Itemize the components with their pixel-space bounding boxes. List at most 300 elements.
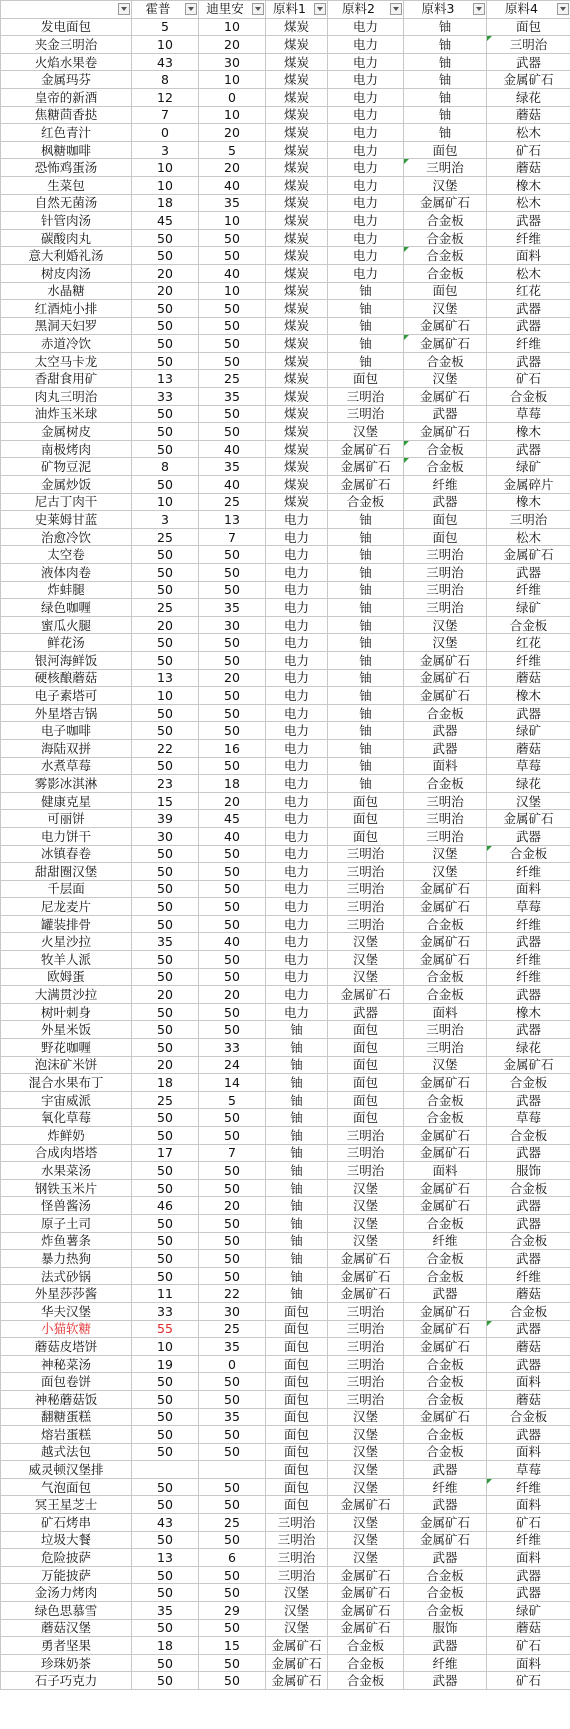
- cell-ingredient-4[interactable]: 蘑菇: [487, 1390, 570, 1408]
- cell-ingredient-4[interactable]: 面料: [487, 880, 570, 898]
- cell-ingredient-1[interactable]: 金属矿石: [266, 1672, 328, 1690]
- cell-ingredient-3[interactable]: 金属矿石: [404, 1514, 487, 1532]
- cell-dilian[interactable]: 50: [199, 1267, 266, 1285]
- cell-ingredient-3[interactable]: 汉堡: [404, 634, 487, 652]
- cell-dilian[interactable]: 50: [199, 1003, 266, 1021]
- cell-ingredient-4[interactable]: 合金板: [487, 1074, 570, 1092]
- cell-name[interactable]: 面包卷饼: [1, 1373, 132, 1391]
- cell-ingredient-1[interactable]: 电力: [266, 634, 328, 652]
- cell-ingredient-2[interactable]: 铀: [328, 581, 404, 599]
- cell-dilian[interactable]: 40: [199, 933, 266, 951]
- cell-ingredient-4[interactable]: 武器: [487, 440, 570, 458]
- cell-ingredient-1[interactable]: 电力: [266, 933, 328, 951]
- cell-name[interactable]: 电力饼干: [1, 827, 132, 845]
- cell-hope[interactable]: 50: [132, 845, 199, 863]
- cell-ingredient-1[interactable]: 铀: [266, 1039, 328, 1057]
- cell-ingredient-1[interactable]: 煤炭: [266, 88, 328, 106]
- cell-ingredient-1[interactable]: 煤炭: [266, 141, 328, 159]
- cell-ingredient-3[interactable]: 金属矿石: [404, 1179, 487, 1197]
- cell-ingredient-3[interactable]: 金属矿石: [404, 1531, 487, 1549]
- cell-ingredient-1[interactable]: 面包: [266, 1302, 328, 1320]
- cell-name[interactable]: 绿色思慕雪: [1, 1602, 132, 1620]
- filter-dropdown-icon[interactable]: [314, 3, 326, 15]
- cell-ingredient-3[interactable]: 金属矿石: [404, 335, 487, 353]
- cell-dilian[interactable]: 50: [199, 247, 266, 265]
- cell-dilian[interactable]: 10: [199, 282, 266, 300]
- cell-ingredient-2[interactable]: 电力: [328, 159, 404, 177]
- cell-name[interactable]: 太空马卡龙: [1, 352, 132, 370]
- cell-ingredient-3[interactable]: 面包: [404, 282, 487, 300]
- cell-name[interactable]: 甜甜圈汉堡: [1, 863, 132, 881]
- cell-name[interactable]: 雾影冰淇淋: [1, 775, 132, 793]
- cell-name[interactable]: 红色青汁: [1, 124, 132, 142]
- cell-dilian[interactable]: 50: [199, 651, 266, 669]
- cell-dilian[interactable]: 50: [199, 898, 266, 916]
- cell-ingredient-2[interactable]: 电力: [328, 106, 404, 124]
- cell-dilian[interactable]: 7: [199, 528, 266, 546]
- cell-hope[interactable]: 10: [132, 159, 199, 177]
- cell-ingredient-1[interactable]: 电力: [266, 1003, 328, 1021]
- cell-ingredient-4[interactable]: 三明治: [487, 511, 570, 529]
- cell-name[interactable]: 电子素塔可: [1, 687, 132, 705]
- cell-ingredient-2[interactable]: 汉堡: [328, 1408, 404, 1426]
- cell-ingredient-1[interactable]: 煤炭: [266, 36, 328, 54]
- cell-ingredient-2[interactable]: 铀: [328, 722, 404, 740]
- cell-name[interactable]: 气泡面包: [1, 1478, 132, 1496]
- cell-ingredient-3[interactable]: 金属矿石: [404, 687, 487, 705]
- cell-ingredient-4[interactable]: 蘑菇: [487, 1338, 570, 1356]
- cell-dilian[interactable]: 22: [199, 1285, 266, 1303]
- cell-ingredient-4[interactable]: 绿矿: [487, 458, 570, 476]
- cell-ingredient-1[interactable]: 面包: [266, 1320, 328, 1338]
- cell-ingredient-3[interactable]: 汉堡: [404, 1056, 487, 1074]
- cell-ingredient-2[interactable]: 汉堡: [328, 1443, 404, 1461]
- cell-ingredient-3[interactable]: 铀: [404, 53, 487, 71]
- cell-ingredient-2[interactable]: 铀: [328, 739, 404, 757]
- cell-name[interactable]: 外星莎莎酱: [1, 1285, 132, 1303]
- cell-ingredient-3[interactable]: 合金板: [404, 1355, 487, 1373]
- cell-ingredient-4[interactable]: 矿石: [487, 1514, 570, 1532]
- cell-ingredient-2[interactable]: 电力: [328, 141, 404, 159]
- cell-ingredient-2[interactable]: 面包: [328, 1091, 404, 1109]
- cell-dilian[interactable]: 50: [199, 1566, 266, 1584]
- cell-name[interactable]: 外星米饭: [1, 1021, 132, 1039]
- cell-ingredient-2[interactable]: 三明治: [328, 1144, 404, 1162]
- cell-ingredient-3[interactable]: 面料: [404, 757, 487, 775]
- cell-name[interactable]: 垃圾大餐: [1, 1531, 132, 1549]
- cell-name[interactable]: 野花咖喱: [1, 1039, 132, 1057]
- cell-ingredient-3[interactable]: 铀: [404, 18, 487, 36]
- filter-dropdown-icon[interactable]: [390, 3, 402, 15]
- cell-ingredient-1[interactable]: 煤炭: [266, 335, 328, 353]
- cell-hope[interactable]: 50: [132, 1179, 199, 1197]
- cell-ingredient-3[interactable]: 三明治: [404, 546, 487, 564]
- cell-hope[interactable]: 50: [132, 1267, 199, 1285]
- cell-ingredient-3[interactable]: 武器: [404, 493, 487, 511]
- cell-ingredient-1[interactable]: 电力: [266, 986, 328, 1004]
- cell-ingredient-1[interactable]: 煤炭: [266, 18, 328, 36]
- cell-hope[interactable]: 35: [132, 933, 199, 951]
- cell-ingredient-3[interactable]: 纤维: [404, 1232, 487, 1250]
- cell-name[interactable]: 绿色咖喱: [1, 599, 132, 617]
- cell-hope[interactable]: 50: [132, 317, 199, 335]
- cell-ingredient-4[interactable]: 面料: [487, 1654, 570, 1672]
- cell-ingredient-3[interactable]: 金属矿石: [404, 1197, 487, 1215]
- cell-ingredient-3[interactable]: 铀: [404, 106, 487, 124]
- cell-ingredient-2[interactable]: 铀: [328, 282, 404, 300]
- cell-name[interactable]: 原子土司: [1, 1214, 132, 1232]
- cell-ingredient-4[interactable]: 红花: [487, 282, 570, 300]
- cell-hope[interactable]: 7: [132, 106, 199, 124]
- comment-marker-icon[interactable]: [487, 846, 492, 851]
- comment-marker-icon[interactable]: [487, 36, 492, 41]
- cell-ingredient-4[interactable]: 武器: [487, 1091, 570, 1109]
- cell-ingredient-1[interactable]: 电力: [266, 564, 328, 582]
- cell-ingredient-3[interactable]: 金属矿石: [404, 1320, 487, 1338]
- cell-hope[interactable]: 50: [132, 1039, 199, 1057]
- cell-ingredient-2[interactable]: 三明治: [328, 863, 404, 881]
- cell-ingredient-2[interactable]: 电力: [328, 36, 404, 54]
- cell-name[interactable]: 液体肉卷: [1, 564, 132, 582]
- cell-ingredient-4[interactable]: 蘑菇: [487, 106, 570, 124]
- cell-ingredient-2[interactable]: 汉堡: [328, 933, 404, 951]
- cell-hope[interactable]: 50: [132, 1003, 199, 1021]
- cell-ingredient-3[interactable]: 武器: [404, 1549, 487, 1567]
- cell-ingredient-4[interactable]: 矿石: [487, 1672, 570, 1690]
- cell-hope[interactable]: 10: [132, 1338, 199, 1356]
- cell-dilian[interactable]: 30: [199, 1302, 266, 1320]
- cell-ingredient-2[interactable]: 金属矿石: [328, 986, 404, 1004]
- cell-ingredient-2[interactable]: 汉堡: [328, 1197, 404, 1215]
- cell-hope[interactable]: 22: [132, 739, 199, 757]
- cell-dilian[interactable]: 50: [199, 1373, 266, 1391]
- cell-hope[interactable]: 50: [132, 1373, 199, 1391]
- cell-name[interactable]: 金属炒饭: [1, 476, 132, 494]
- cell-ingredient-4[interactable]: 橡木: [487, 1003, 570, 1021]
- cell-dilian[interactable]: 50: [199, 581, 266, 599]
- cell-name[interactable]: 尼龙麦片: [1, 898, 132, 916]
- cell-dilian[interactable]: 50: [199, 317, 266, 335]
- cell-ingredient-4[interactable]: 纤维: [487, 1267, 570, 1285]
- cell-ingredient-1[interactable]: 煤炭: [266, 317, 328, 335]
- cell-dilian[interactable]: 50: [199, 335, 266, 353]
- cell-ingredient-1[interactable]: 电力: [266, 880, 328, 898]
- cell-name[interactable]: 千层面: [1, 880, 132, 898]
- cell-ingredient-2[interactable]: 汉堡: [328, 1461, 404, 1479]
- cell-ingredient-1[interactable]: 电力: [266, 599, 328, 617]
- cell-ingredient-1[interactable]: 铀: [266, 1267, 328, 1285]
- cell-ingredient-2[interactable]: 金属矿石: [328, 458, 404, 476]
- cell-hope[interactable]: 20: [132, 986, 199, 1004]
- cell-ingredient-3[interactable]: 金属矿石: [404, 423, 487, 441]
- cell-ingredient-2[interactable]: 三明治: [328, 1373, 404, 1391]
- cell-ingredient-3[interactable]: 武器: [404, 722, 487, 740]
- comment-marker-icon[interactable]: [487, 1321, 492, 1326]
- cell-ingredient-1[interactable]: 电力: [266, 915, 328, 933]
- cell-ingredient-3[interactable]: 合金板: [404, 247, 487, 265]
- cell-ingredient-3[interactable]: 合金板: [404, 212, 487, 230]
- cell-name[interactable]: 史莱姆甘蓝: [1, 511, 132, 529]
- cell-ingredient-1[interactable]: 汉堡: [266, 1619, 328, 1637]
- cell-ingredient-4[interactable]: 武器: [487, 1250, 570, 1268]
- cell-dilian[interactable]: 20: [199, 159, 266, 177]
- cell-dilian[interactable]: 35: [199, 1408, 266, 1426]
- cell-ingredient-1[interactable]: 电力: [266, 687, 328, 705]
- comment-marker-icon[interactable]: [404, 458, 409, 463]
- cell-name[interactable]: 枫糖咖啡: [1, 141, 132, 159]
- cell-ingredient-3[interactable]: 合金板: [404, 1214, 487, 1232]
- cell-ingredient-3[interactable]: 合金板: [404, 458, 487, 476]
- cell-ingredient-2[interactable]: 金属矿石: [328, 1250, 404, 1268]
- cell-hope[interactable]: 10: [132, 493, 199, 511]
- cell-ingredient-2[interactable]: 金属矿石: [328, 1584, 404, 1602]
- cell-hope[interactable]: 30: [132, 827, 199, 845]
- cell-ingredient-2[interactable]: 铀: [328, 352, 404, 370]
- cell-ingredient-3[interactable]: 合金板: [404, 264, 487, 282]
- cell-dilian[interactable]: 50: [199, 704, 266, 722]
- cell-hope[interactable]: 17: [132, 1144, 199, 1162]
- cell-name[interactable]: 外星塔吉锅: [1, 704, 132, 722]
- cell-dilian[interactable]: 50: [199, 1390, 266, 1408]
- cell-dilian[interactable]: 50: [199, 1531, 266, 1549]
- cell-dilian[interactable]: 50: [199, 915, 266, 933]
- cell-dilian[interactable]: 20: [199, 124, 266, 142]
- cell-ingredient-1[interactable]: 煤炭: [266, 176, 328, 194]
- cell-dilian[interactable]: 16: [199, 739, 266, 757]
- cell-hope[interactable]: 43: [132, 1514, 199, 1532]
- cell-ingredient-4[interactable]: 武器: [487, 317, 570, 335]
- cell-ingredient-2[interactable]: 铀: [328, 757, 404, 775]
- cell-ingredient-1[interactable]: 铀: [266, 1162, 328, 1180]
- cell-hope[interactable]: 55: [132, 1320, 199, 1338]
- cell-ingredient-1[interactable]: 面包: [266, 1443, 328, 1461]
- cell-ingredient-2[interactable]: 金属矿石: [328, 440, 404, 458]
- cell-ingredient-1[interactable]: 铀: [266, 1091, 328, 1109]
- cell-dilian[interactable]: 35: [199, 599, 266, 617]
- cell-dilian[interactable]: 5: [199, 1091, 266, 1109]
- cell-ingredient-1[interactable]: 煤炭: [266, 71, 328, 89]
- cell-ingredient-3[interactable]: 金属矿石: [404, 1338, 487, 1356]
- cell-ingredient-1[interactable]: 电力: [266, 528, 328, 546]
- cell-name[interactable]: 熔岩蛋糕: [1, 1426, 132, 1444]
- cell-ingredient-1[interactable]: 煤炭: [266, 300, 328, 318]
- cell-ingredient-3[interactable]: 合金板: [404, 1109, 487, 1127]
- cell-ingredient-2[interactable]: 铀: [328, 511, 404, 529]
- cell-ingredient-4[interactable]: 纤维: [487, 951, 570, 969]
- cell-ingredient-2[interactable]: 武器: [328, 1003, 404, 1021]
- cell-name[interactable]: 硬核酿蘑菇: [1, 669, 132, 687]
- cell-ingredient-2[interactable]: 合金板: [328, 1637, 404, 1655]
- cell-hope[interactable]: 33: [132, 1302, 199, 1320]
- cell-hope[interactable]: 20: [132, 616, 199, 634]
- cell-name[interactable]: 欧姆蛋: [1, 968, 132, 986]
- cell-ingredient-2[interactable]: 电力: [328, 247, 404, 265]
- cell-hope[interactable]: 46: [132, 1197, 199, 1215]
- cell-name[interactable]: 翻糖蛋糕: [1, 1408, 132, 1426]
- cell-ingredient-3[interactable]: 金属矿石: [404, 933, 487, 951]
- cell-ingredient-3[interactable]: 三明治: [404, 564, 487, 582]
- cell-ingredient-4[interactable]: 武器: [487, 1214, 570, 1232]
- cell-ingredient-2[interactable]: 面包: [328, 810, 404, 828]
- cell-hope[interactable]: 50: [132, 405, 199, 423]
- cell-ingredient-2[interactable]: 金属矿石: [328, 476, 404, 494]
- cell-hope[interactable]: 15: [132, 792, 199, 810]
- cell-ingredient-2[interactable]: 汉堡: [328, 1478, 404, 1496]
- cell-ingredient-3[interactable]: 合金板: [404, 1091, 487, 1109]
- filter-dropdown-icon[interactable]: [473, 3, 485, 15]
- cell-hope[interactable]: 50: [132, 581, 199, 599]
- cell-dilian[interactable]: 45: [199, 810, 266, 828]
- cell-hope[interactable]: 50: [132, 352, 199, 370]
- cell-dilian[interactable]: 50: [199, 352, 266, 370]
- filter-dropdown-icon[interactable]: [118, 3, 130, 15]
- cell-ingredient-3[interactable]: 三明治: [404, 159, 487, 177]
- cell-ingredient-1[interactable]: 煤炭: [266, 229, 328, 247]
- cell-dilian[interactable]: 50: [199, 1619, 266, 1637]
- cell-name[interactable]: 神秘菜汤: [1, 1355, 132, 1373]
- cell-dilian[interactable]: 40: [199, 176, 266, 194]
- cell-ingredient-4[interactable]: 橡木: [487, 423, 570, 441]
- cell-hope[interactable]: 10: [132, 176, 199, 194]
- cell-ingredient-4[interactable]: 蘑菇: [487, 669, 570, 687]
- cell-name[interactable]: 皇帝的新酒: [1, 88, 132, 106]
- cell-hope[interactable]: 50: [132, 722, 199, 740]
- cell-ingredient-2[interactable]: 三明治: [328, 405, 404, 423]
- cell-ingredient-4[interactable]: 纤维: [487, 915, 570, 933]
- cell-ingredient-1[interactable]: 煤炭: [266, 405, 328, 423]
- cell-dilian[interactable]: 10: [199, 71, 266, 89]
- cell-ingredient-1[interactable]: 铀: [266, 1074, 328, 1092]
- cell-ingredient-4[interactable]: 合金板: [487, 1302, 570, 1320]
- cell-name[interactable]: 矿物豆泥: [1, 458, 132, 476]
- cell-dilian[interactable]: 20: [199, 36, 266, 54]
- cell-ingredient-4[interactable]: 武器: [487, 212, 570, 230]
- cell-ingredient-3[interactable]: 铀: [404, 36, 487, 54]
- cell-ingredient-3[interactable]: 汉堡: [404, 370, 487, 388]
- cell-ingredient-2[interactable]: 合金板: [328, 493, 404, 511]
- cell-ingredient-1[interactable]: 煤炭: [266, 282, 328, 300]
- cell-ingredient-4[interactable]: 橡木: [487, 687, 570, 705]
- cell-ingredient-3[interactable]: 合金板: [404, 229, 487, 247]
- cell-name[interactable]: 针管肉汤: [1, 212, 132, 230]
- cell-ingredient-3[interactable]: 金属矿石: [404, 898, 487, 916]
- cell-hope[interactable]: 8: [132, 71, 199, 89]
- cell-ingredient-4[interactable]: 纤维: [487, 968, 570, 986]
- cell-ingredient-3[interactable]: 武器: [404, 1285, 487, 1303]
- cell-ingredient-1[interactable]: 铀: [266, 1021, 328, 1039]
- cell-ingredient-3[interactable]: 三明治: [404, 1039, 487, 1057]
- cell-name[interactable]: 氧化草莓: [1, 1109, 132, 1127]
- cell-ingredient-3[interactable]: 武器: [404, 1461, 487, 1479]
- cell-ingredient-4[interactable]: 松木: [487, 124, 570, 142]
- cell-ingredient-1[interactable]: 电力: [266, 757, 328, 775]
- cell-ingredient-2[interactable]: 铀: [328, 300, 404, 318]
- cell-ingredient-1[interactable]: 煤炭: [266, 159, 328, 177]
- cell-ingredient-1[interactable]: 电力: [266, 792, 328, 810]
- cell-dilian[interactable]: 18: [199, 775, 266, 793]
- cell-dilian[interactable]: 40: [199, 264, 266, 282]
- cell-ingredient-2[interactable]: 电力: [328, 176, 404, 194]
- cell-name[interactable]: 肉丸三明治: [1, 388, 132, 406]
- cell-ingredient-1[interactable]: 煤炭: [266, 194, 328, 212]
- filter-dropdown-icon[interactable]: [252, 3, 264, 15]
- cell-ingredient-2[interactable]: 铀: [328, 564, 404, 582]
- cell-name[interactable]: 越式法包: [1, 1443, 132, 1461]
- cell-ingredient-4[interactable]: 矿石: [487, 1637, 570, 1655]
- cell-hope[interactable]: 50: [132, 476, 199, 494]
- cell-ingredient-3[interactable]: 合金板: [404, 968, 487, 986]
- cell-ingredient-2[interactable]: 铀: [328, 687, 404, 705]
- cell-ingredient-3[interactable]: 合金板: [404, 352, 487, 370]
- comment-marker-icon[interactable]: [404, 159, 409, 164]
- cell-ingredient-1[interactable]: 铀: [266, 1144, 328, 1162]
- cell-ingredient-4[interactable]: 草莓: [487, 757, 570, 775]
- cell-ingredient-4[interactable]: 蘑菇: [487, 1619, 570, 1637]
- cell-ingredient-4[interactable]: 松木: [487, 528, 570, 546]
- cell-ingredient-4[interactable]: 松木: [487, 264, 570, 282]
- cell-ingredient-4[interactable]: 武器: [487, 933, 570, 951]
- cell-ingredient-2[interactable]: 三明治: [328, 1338, 404, 1356]
- cell-ingredient-4[interactable]: 面料: [487, 247, 570, 265]
- cell-ingredient-4[interactable]: 三明治: [487, 36, 570, 54]
- cell-ingredient-4[interactable]: 纤维: [487, 229, 570, 247]
- cell-name[interactable]: 赤道冷饮: [1, 335, 132, 353]
- cell-name[interactable]: 水果菜汤: [1, 1162, 132, 1180]
- cell-ingredient-4[interactable]: 汉堡: [487, 792, 570, 810]
- cell-ingredient-4[interactable]: 草莓: [487, 1461, 570, 1479]
- cell-ingredient-3[interactable]: 汉堡: [404, 616, 487, 634]
- cell-dilian[interactable]: 50: [199, 845, 266, 863]
- cell-ingredient-2[interactable]: 汉堡: [328, 951, 404, 969]
- cell-hope[interactable]: 50: [132, 1214, 199, 1232]
- cell-ingredient-2[interactable]: 金属矿石: [328, 1267, 404, 1285]
- cell-ingredient-4[interactable]: 合金板: [487, 1127, 570, 1145]
- cell-dilian[interactable]: 25: [199, 1320, 266, 1338]
- cell-hope[interactable]: 18: [132, 1637, 199, 1655]
- cell-dilian[interactable]: 50: [199, 1232, 266, 1250]
- cell-ingredient-4[interactable]: 蘑菇: [487, 159, 570, 177]
- cell-name[interactable]: 可丽饼: [1, 810, 132, 828]
- cell-ingredient-3[interactable]: 合金板: [404, 440, 487, 458]
- cell-dilian[interactable]: 15: [199, 1637, 266, 1655]
- cell-ingredient-1[interactable]: 汉堡: [266, 1584, 328, 1602]
- cell-ingredient-2[interactable]: 汉堡: [328, 1179, 404, 1197]
- cell-ingredient-3[interactable]: 金属矿石: [404, 880, 487, 898]
- cell-dilian[interactable]: 50: [199, 1127, 266, 1145]
- cell-hope[interactable]: 50: [132, 651, 199, 669]
- cell-name[interactable]: 火星沙拉: [1, 933, 132, 951]
- cell-ingredient-1[interactable]: 电力: [266, 669, 328, 687]
- cell-dilian[interactable]: 0: [199, 1355, 266, 1373]
- cell-ingredient-3[interactable]: 面料: [404, 1003, 487, 1021]
- cell-hope[interactable]: 50: [132, 1443, 199, 1461]
- cell-name[interactable]: 怪兽酱汤: [1, 1197, 132, 1215]
- cell-ingredient-4[interactable]: 草莓: [487, 1109, 570, 1127]
- cell-name[interactable]: 金属树皮: [1, 423, 132, 441]
- cell-ingredient-3[interactable]: 汉堡: [404, 300, 487, 318]
- cell-ingredient-1[interactable]: 煤炭: [266, 440, 328, 458]
- cell-dilian[interactable]: 10: [199, 212, 266, 230]
- cell-dilian[interactable]: 50: [199, 1109, 266, 1127]
- cell-hope[interactable]: 50: [132, 229, 199, 247]
- cell-ingredient-1[interactable]: 煤炭: [266, 423, 328, 441]
- cell-ingredient-2[interactable]: 铀: [328, 335, 404, 353]
- cell-ingredient-3[interactable]: 金属矿石: [404, 651, 487, 669]
- cell-name[interactable]: 水煮草莓: [1, 757, 132, 775]
- cell-ingredient-4[interactable]: 合金板: [487, 1408, 570, 1426]
- cell-ingredient-2[interactable]: 电力: [328, 18, 404, 36]
- cell-ingredient-2[interactable]: 铀: [328, 634, 404, 652]
